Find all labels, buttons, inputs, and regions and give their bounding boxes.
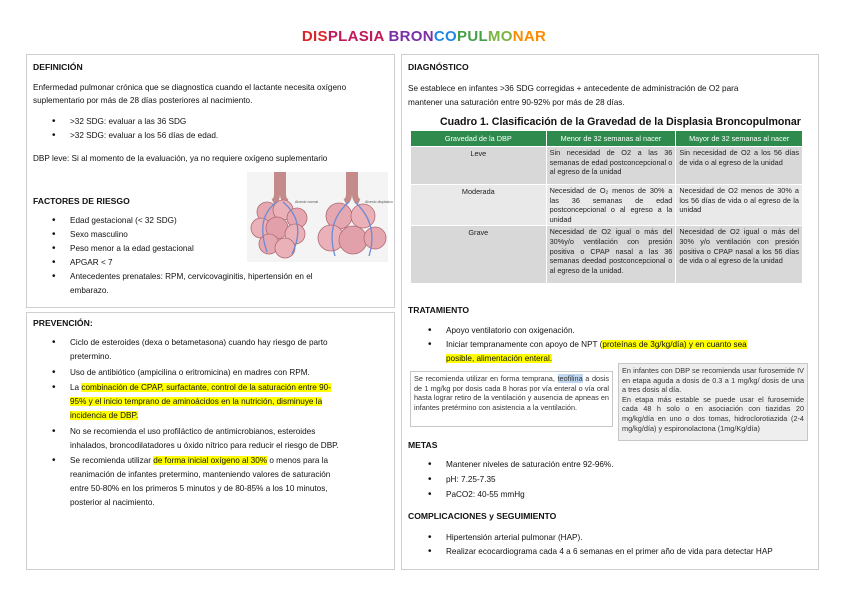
level-cell: Leve <box>411 147 547 185</box>
severity-table <box>410 130 803 284</box>
prevencion-bullet <box>52 381 331 394</box>
highlight: 95% y el inicio temprano de aminoácidos en la nutrición, disminuye la <box>70 397 323 406</box>
metas-bullet: • pH: 7.25-7.35 <box>428 473 496 486</box>
definicion-text-1: Enfermedad pulmonar crónica que se diagnostica cuando el lactante necesita oxígeno <box>33 83 347 92</box>
menor-cell: Sin necesidad de O2 a las 36 semanas de edad postconcepcional o al egreso de la unidad <box>546 147 676 185</box>
prevencion-bullet-cont: pretermino. <box>70 352 112 361</box>
title-part: BRON <box>384 28 434 45</box>
text: o menos para la <box>267 456 329 465</box>
diagnostico-text-1: Se establece en infantes >36 SDG corregidas + antecedente de administración de O2 para <box>408 84 739 93</box>
title-part: DIS <box>301 28 328 45</box>
complicaciones-heading: COMPLICACIONES y SEGUIMIENTO <box>408 511 557 521</box>
prevencion-heading: PREVENCIÓN: <box>33 318 93 328</box>
definicion-bullet: • >32 SDG: evaluar a las 36 SDG <box>52 115 186 128</box>
title-part: PLASIA <box>327 28 385 45</box>
highlight: proteínas de 3g/kg/día) y en cuanto sea <box>602 340 747 349</box>
tratamiento-heading: TRATAMIENTO <box>408 305 470 315</box>
metas-bullet: • Mantener niveles de saturación entre 92-96%. <box>428 458 614 471</box>
alveolus-illustration <box>247 172 393 262</box>
note-paragraph: En infantes con DBP se recomienda usar furosemide IV en etapa aguda a dosis de 0.3 a 1 mg/kg/ dosis de una a tres dosis al día. <box>622 366 804 395</box>
text: Se recomienda utilizar <box>70 456 154 465</box>
prevencion-bullet-cont: reanimación de infantes pretermino, manteniendo valores de saturación <box>70 470 331 479</box>
title-part: CO <box>433 28 458 45</box>
header-cell: Mayor de 32 semanas al nacer <box>676 131 803 147</box>
prevencion-bullet <box>52 454 328 467</box>
teofilina-note <box>410 371 613 427</box>
furosemide-note <box>618 363 808 441</box>
text: La <box>70 383 82 392</box>
tratamiento-bullet <box>428 338 747 351</box>
table-title: Cuadro 1. Clasificación de la Gravedad de la Displasia Broncopulmonar <box>440 116 801 128</box>
text: Se recomienda utilizar en forma temprana, <box>414 374 558 383</box>
header-cell: Gravedad de la DBP <box>411 131 547 147</box>
dbp-leve-text: DBP leve: Si al momento de la evaluación, ya no requiere oxígeno suplementario <box>33 154 328 163</box>
tratamiento-bullet: • Apoyo ventilatorio con oxigenación. <box>428 324 575 337</box>
highlight: incidencia de DBP. <box>70 411 139 420</box>
table-row <box>411 226 803 284</box>
prevencion-bullet-cont: posterior al nacimiento. <box>70 498 155 507</box>
tratamiento-bullet-cont <box>446 352 552 365</box>
complicaciones-bullet: • Hipertensión arterial pulmonar (HAP). <box>428 531 583 544</box>
metas-bullet: • PaCO2: 40-55 mmHg <box>428 488 525 501</box>
table-header-row <box>411 131 803 147</box>
prevencion-bullet: • Ciclo de esteroides (dexa o betametasona) cuando hay riesgo de parto <box>52 336 328 349</box>
factor-bullet: • APGAR < 7 <box>52 256 113 269</box>
title-part: NAR <box>512 28 547 45</box>
menor-cell: Necesidad de O2 igual o más del 30%y/o ventilación con presión positiva o CPAP nasal a las 36 semanas deedad postconcepcional o al egreso de la unidad. <box>546 226 676 284</box>
table-row <box>411 147 803 185</box>
page-title <box>0 28 848 45</box>
prevencion-bullet: • Uso de antibiótico (ampicilina o eritromicina) en madres con RPM. <box>52 366 310 379</box>
factor-antecedentes-cont: embarazo. <box>70 286 109 295</box>
factor-bullet: • Antecedentes prenatales: RPM, cervicovaginitis, hipertensión en el <box>52 270 313 283</box>
prevencion-bullet-cont: inhalados, broncodilatadores u óxido nítrico para reducir el riesgo de DBP. <box>70 441 339 450</box>
note-paragraph: En etapa más estable se puede usar el furosemide cada 48 h solo o en asociación con tiazidas 20 mg/kg/día en uno o dos tomas, hidroclorotiazida (2-4 mg/kg/día) y espironolactona (1mg/Kg/día) <box>622 394 804 433</box>
factor-bullet: • Edad gestacional (< 32 SDG) <box>52 214 177 227</box>
diagnostico-heading: DIAGNÓSTICO <box>408 62 469 72</box>
label-displasic: Alveolo displasico <box>365 200 393 204</box>
label-normal: Alveolo normal <box>295 200 319 204</box>
table-row <box>411 185 803 226</box>
complicaciones-bullet: • Realizar ecocardiograma cada 4 a 6 semanas en el primer año de vida para detectar HAP <box>428 545 773 558</box>
prevencion-bullet-cont <box>70 395 322 408</box>
factores-heading: FACTORES DE RIESGO <box>33 196 130 206</box>
level-cell: Moderada <box>411 185 547 226</box>
highlight: de forma inicial oxígeno al 30% <box>153 456 268 465</box>
text: Iniciar tempranamente con apoyo de NPT ( <box>446 340 603 349</box>
prevencion-bullet: • No se recomienda el uso profiláctico de antimicrobianos, esteroides <box>52 425 315 438</box>
mayor-cell: Necesidad de O2 igual o más del 30% y/o ventilación con presión positiva o CPAP nasal a los 56 días de vida o al egreso de la unidad <box>676 226 803 284</box>
diagnostico-text-2: mantener una saturación entre 90-92% por más de 28 días. <box>408 98 625 107</box>
factor-bullet: • Peso menor a la edad gestacional <box>52 242 194 255</box>
title-part: MO <box>487 28 513 45</box>
highlight: teofilina <box>557 374 583 383</box>
prevencion-bullet-cont: entre 50-80% en los primeros 5 minutos y de 80-85% a los 10 minutos, <box>70 484 328 493</box>
header-cell: Menor de 32 semanas al nacer <box>546 131 676 147</box>
mayor-cell: Sin necesidad de O2 a los 56 días de vida o al egreso de la unidad <box>676 147 803 185</box>
metas-heading: METAS <box>408 440 438 450</box>
highlight: posible, alimentación enteral. <box>446 354 553 363</box>
title-part: PUL <box>457 28 488 45</box>
level-cell: Grave <box>411 226 547 284</box>
text: a dosis de 1 mg/kg por dosis cada 8 horas por vía enteral o vía oral hasta lograr retiro de la ventilación y ausencia de apneas en infantes pretérmino con asistencia a la ventilación. <box>414 374 609 412</box>
prevencion-bullet-cont <box>70 409 138 422</box>
factor-bullet: • Sexo masculino <box>52 228 128 241</box>
definicion-bullet: • >32 SDG: evaluar a los 56 días de edad. <box>52 129 218 142</box>
mayor-cell: Necesidad de O2 menos de 30% a los 56 días de vida o al egreso de la unidad <box>676 185 803 226</box>
definicion-text-2: suplementario por más de 28 días posteriores al nacimiento. <box>33 96 253 105</box>
definicion-heading: DEFINICIÓN <box>33 62 83 72</box>
highlight: combinación de CPAP, surfactante, control de la saturación entre 90- <box>81 383 331 392</box>
menor-cell: Necesidad de O₂ menos de 30% a las 36 semanas de edad postconcepcional o al egreso a la unidad <box>546 185 676 226</box>
